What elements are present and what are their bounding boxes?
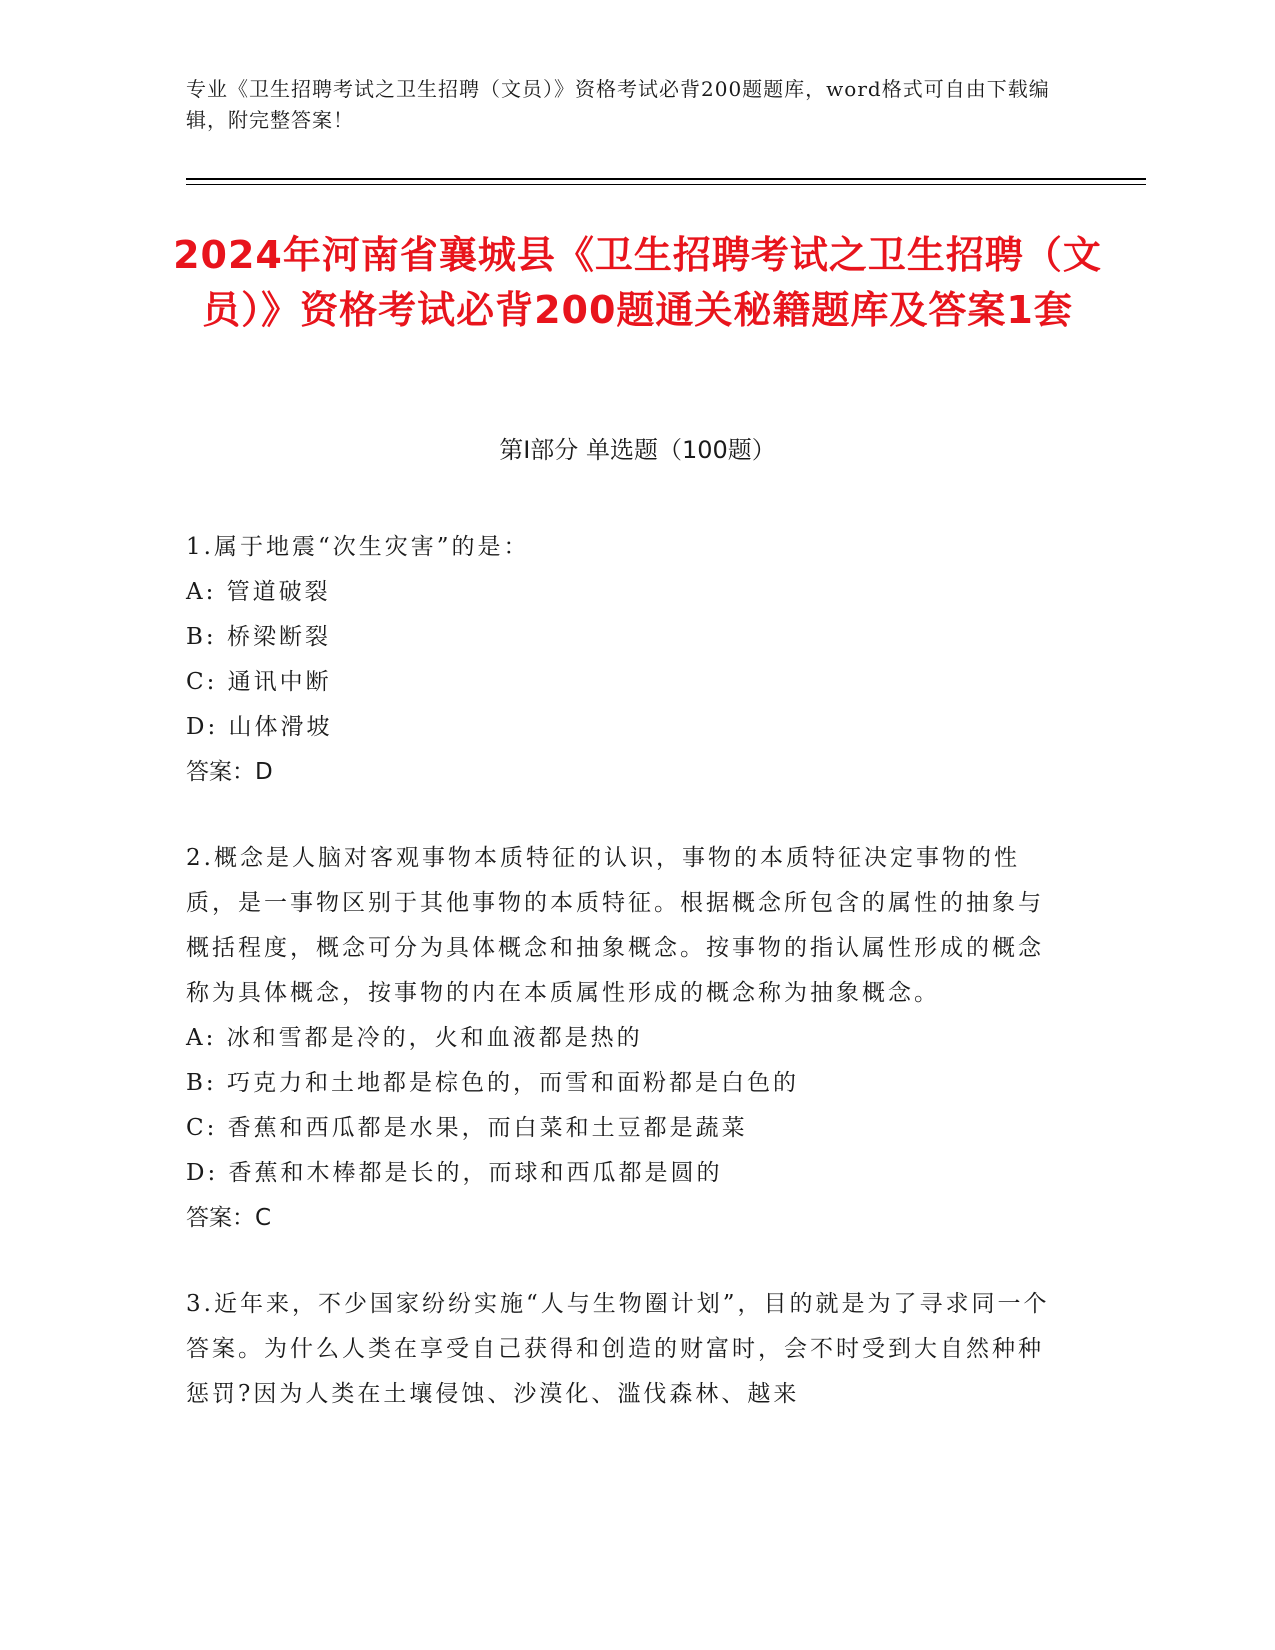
option-a: A: 冰和雪都是冷的，火和血液都是热的 xyxy=(186,1025,643,1051)
option-a: A: 管道破裂 xyxy=(186,579,331,605)
question-1 xyxy=(186,525,1066,795)
question-3 xyxy=(186,1282,1066,1417)
answer: 答案：C xyxy=(186,1205,272,1231)
answer: 答案：D xyxy=(186,759,273,785)
option-d: D: 山体滑坡 xyxy=(186,714,333,740)
option-d: D: 香蕉和木棒都是长的，而球和西瓜都是圆的 xyxy=(186,1160,723,1186)
header-divider-thick xyxy=(186,178,1146,180)
question-stem: 3.近年来，不少国家纷纷实施“人与生物圈计划”，目的就是为了寻求同一个答案。为什么人类在享受自己获得和创造的财富时，会不时受到大自然种种惩罚?因为人类在土壤侵蚀、沙漠化、滥伐森林、越来 xyxy=(186,1291,1050,1407)
document-title: 2024年河南省襄城县《卫生招聘考试之卫生招聘（文员）》资格考试必背200题通关秘籍题库及答案1套 xyxy=(173,233,1102,332)
question-stem: 2.概念是人脑对客观事物本质特征的认识，事物的本质特征决定事物的性质，是一事物区别于其他事物的本质特征。根据概念所包含的属性的抽象与概括程度，概念可分为具体概念和抽象概念。按事物的指认属性形成的概念称为具体概念，按事物的内在本质属性形成的概念称为抽象概念。 xyxy=(186,845,1044,1006)
option-c: C: 通讯中断 xyxy=(186,669,332,695)
question-stem: 1.属于地震“次生灾害”的是： xyxy=(186,534,530,560)
header-divider-thin xyxy=(186,184,1146,185)
option-c: C: 香蕉和西瓜都是水果，而白菜和土豆都是蔬菜 xyxy=(186,1115,748,1141)
option-b: B: 桥梁断裂 xyxy=(186,624,331,650)
question-2 xyxy=(186,836,1066,1241)
option-b: B: 巧克力和土地都是棕色的，而雪和面粉都是白色的 xyxy=(186,1070,799,1096)
question-list xyxy=(186,525,1066,1458)
header-note: 专业《卫生招聘考试之卫生招聘（文员）》资格考试必背200题题库，word格式可自由下载编辑，附完整答案！ xyxy=(186,77,1050,132)
section-title: 第Ⅰ部分 单选题（100题） xyxy=(499,436,776,464)
